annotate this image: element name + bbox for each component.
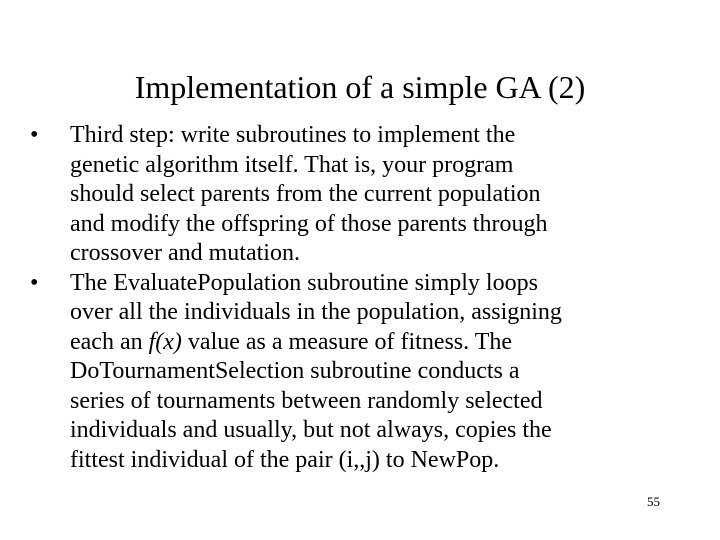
slide-title: Implementation of a simple GA (2) <box>134 69 586 105</box>
bullet-1-line-1: Third step: write subroutines to implement the <box>70 122 516 148</box>
bullet-1-line-5: crossover and mutation. <box>70 240 300 266</box>
bullet-2-line-1: The EvaluatePopulation subroutine simply loops <box>70 269 538 296</box>
fx-italic-text: f(x) <box>148 328 182 355</box>
bullet-2-line-3-before: each an <box>70 328 149 355</box>
bullet-item-2 <box>28 269 688 476</box>
bullet-2-line-3 <box>70 328 688 358</box>
bullet-1-line-3: should select parents from the current population <box>70 181 541 207</box>
bullet-icon: • <box>30 122 39 148</box>
bullet-2-line-7: fittest individual of the pair (i,,j) to NewPop. <box>70 446 500 473</box>
bullet-item-1 <box>28 121 688 269</box>
bullet-2-line-4: DoTournamentSelection subroutine conducts a <box>70 358 520 384</box>
page-number: 55 <box>647 494 660 509</box>
bullet-2-line-5: series of tournaments between randomly selected <box>70 387 543 414</box>
bullet-2-line-2: over all the individuals in the population, assigning <box>70 299 562 325</box>
bullet-icon: • <box>30 269 39 296</box>
bullet-1-line-2: genetic algorithm itself. That is, your program <box>70 151 514 178</box>
bullet-1-line-4: and modify the offspring of those parents through <box>70 210 548 237</box>
bullet-2-line-6: individuals and usually, but not always, copies the <box>70 417 552 443</box>
bullet-2-line-3-after: value as a measure of fitness. The <box>181 328 513 355</box>
bullet-list <box>28 121 688 475</box>
